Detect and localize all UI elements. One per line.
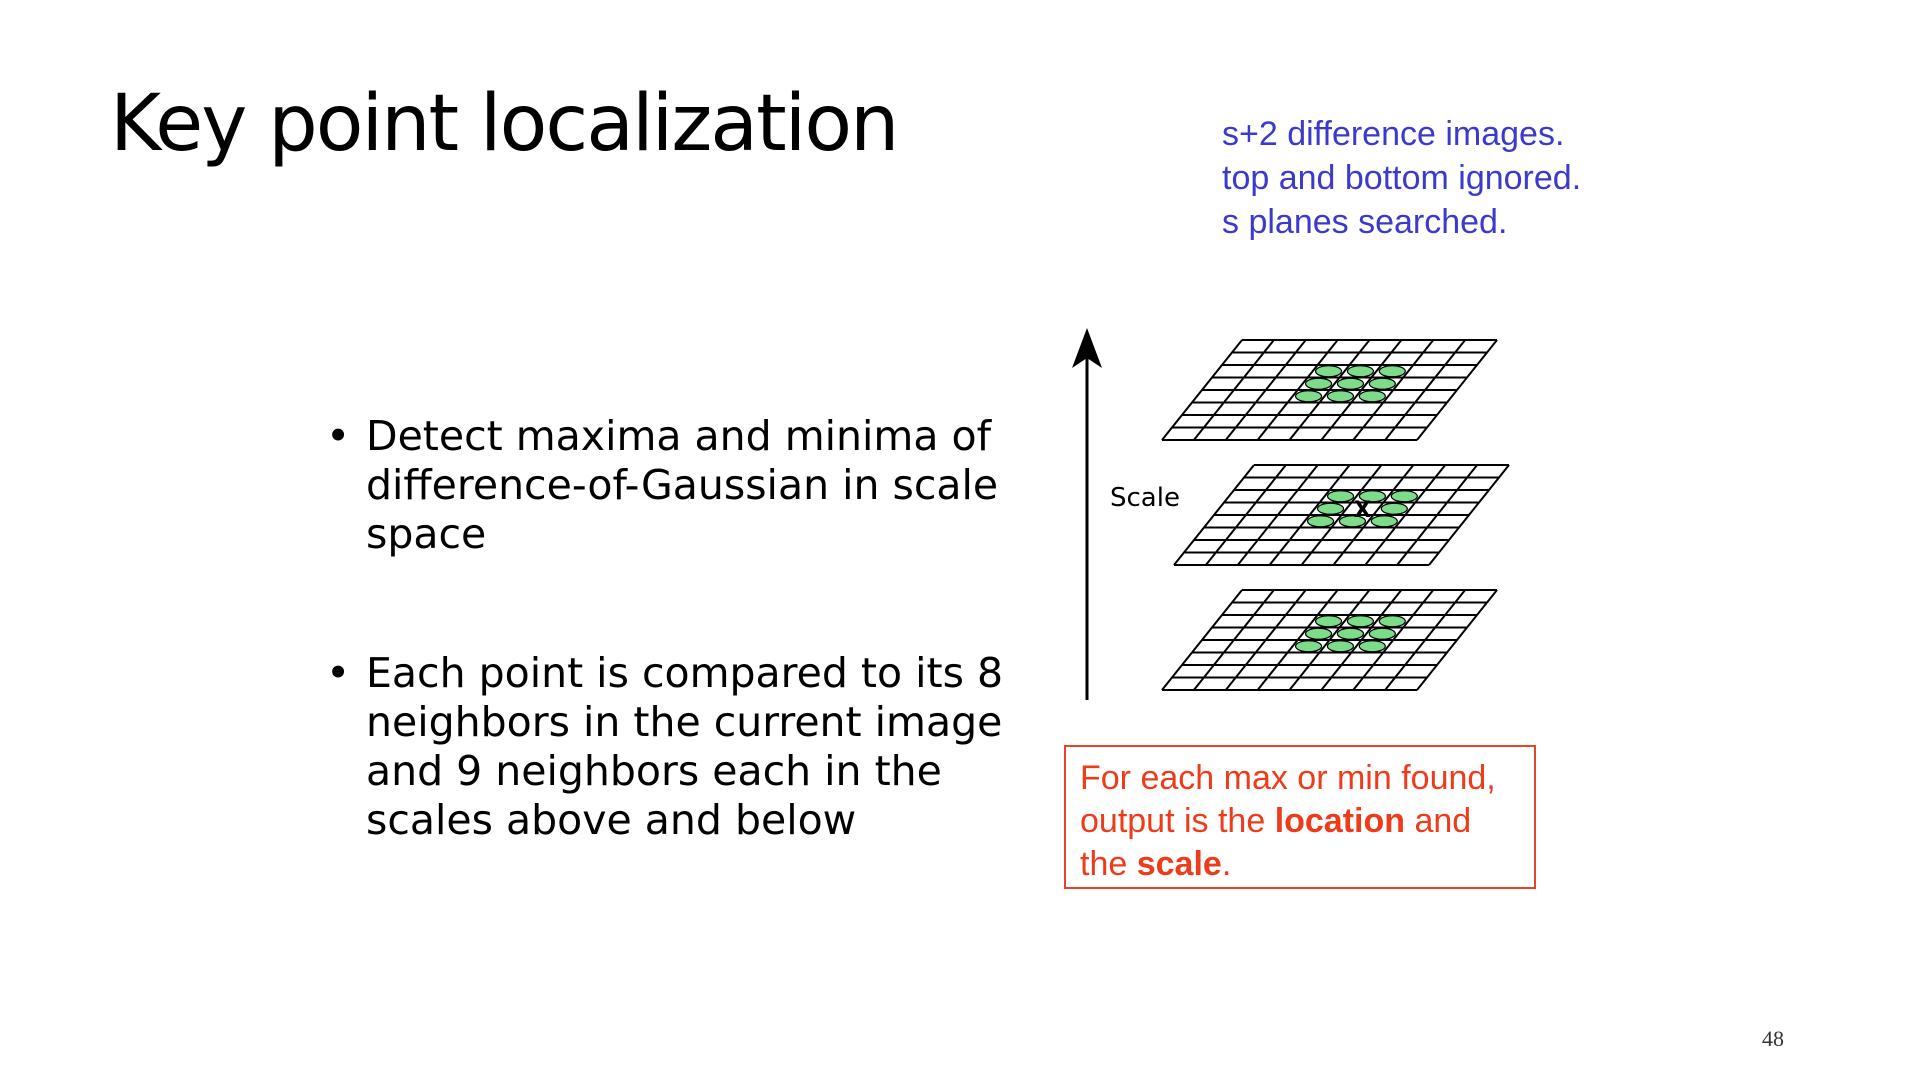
neighbor-point: [1296, 641, 1322, 652]
blue-note-line-2: top and bottom ignored.: [1222, 159, 1582, 197]
scale-plane-bottom: [1162, 590, 1497, 690]
output-line-2-suffix: and: [1405, 802, 1472, 840]
bullet-text-1: Detect maxima and minima of difference-of-Gaussian in scale space: [366, 412, 999, 558]
bullet-text-2: Each point is compared to its 8 neighbors in the current image and 9 neighbors each in the scales above and below: [366, 649, 1004, 844]
neighbor-point: [1381, 503, 1407, 514]
slide-title: Key point localization: [110, 79, 898, 169]
scale-plane-top: [1162, 340, 1497, 440]
neighbor-point: [1296, 391, 1322, 402]
neighbor-point: [1391, 491, 1417, 502]
neighbor-point: [1347, 616, 1373, 627]
neighbor-point: [1359, 641, 1385, 652]
planes-group: [1162, 340, 1509, 690]
bullet-item: [326, 649, 1006, 845]
sample-point-marker: X: [1353, 497, 1371, 523]
scale-plane-middle: [1174, 465, 1509, 565]
neighbor-point: [1371, 516, 1397, 527]
blue-note-line-1: s+2 difference images.: [1222, 115, 1565, 153]
neighbor-point: [1308, 516, 1334, 527]
neighbor-point: [1347, 366, 1373, 377]
neighbor-point: [1318, 503, 1344, 514]
neighbor-point: [1337, 628, 1363, 639]
page-number: 48: [1762, 1026, 1784, 1051]
output-line-3-prefix: the: [1080, 845, 1137, 883]
neighbor-point: [1316, 366, 1342, 377]
neighbor-point: [1327, 641, 1353, 652]
bullet-dot: •: [326, 412, 351, 460]
bullet-item: [326, 412, 1006, 559]
neighbor-point: [1328, 491, 1354, 502]
neighbor-point: [1359, 391, 1385, 402]
neighbor-point: [1327, 391, 1353, 402]
neighbor-point: [1379, 366, 1405, 377]
neighbor-point: [1316, 616, 1342, 627]
neighbor-point: [1379, 616, 1405, 627]
bullet-list: [326, 412, 1006, 935]
scale-space-diagram: [1050, 320, 1590, 710]
location-keyword: location: [1274, 802, 1406, 840]
blue-note-line-3: s planes searched.: [1222, 203, 1508, 241]
neighbor-point: [1306, 628, 1332, 639]
output-line-3-suffix: .: [1221, 845, 1232, 883]
neighbor-point: [1306, 378, 1332, 389]
neighbor-point: [1369, 628, 1395, 639]
output-line-2: [1080, 800, 1520, 843]
output-line-3: [1080, 843, 1520, 886]
output-line-2-prefix: output is the: [1080, 802, 1275, 840]
output-note-box: [1064, 745, 1536, 889]
neighbor-point: [1337, 378, 1363, 389]
neighbor-point: [1369, 378, 1395, 389]
scale-axis-label: Scale: [1110, 483, 1180, 513]
blue-note: [1222, 112, 1581, 244]
output-line-1: For each max or min found,: [1080, 759, 1496, 797]
bullet-dot: •: [326, 649, 351, 697]
scale-keyword: scale: [1136, 845, 1222, 883]
